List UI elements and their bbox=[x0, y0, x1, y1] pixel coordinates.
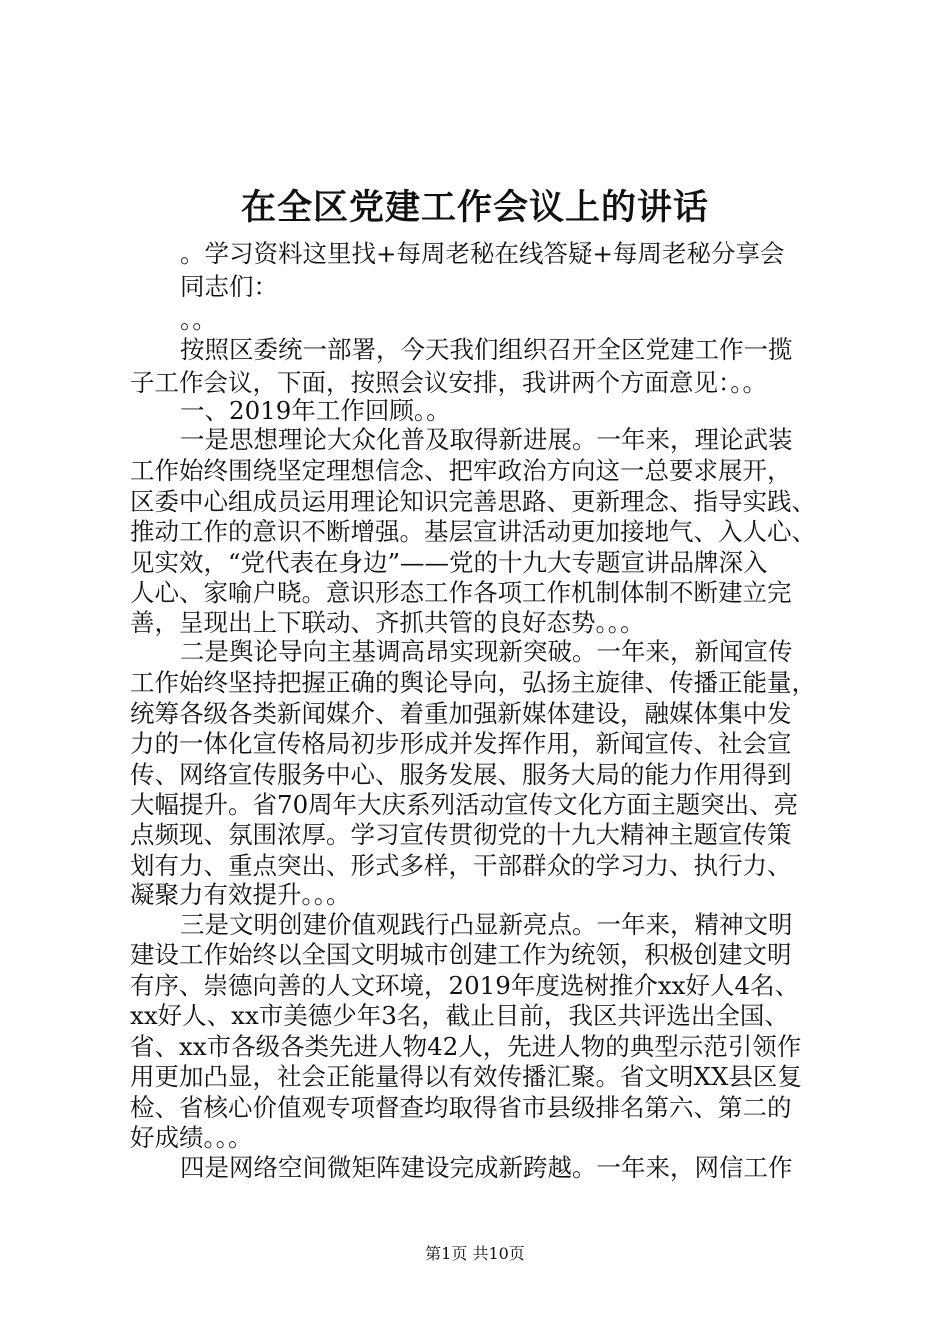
text-line: 大幅提升。省70周年大庆系列活动宣传文化方面主题突出、亮 bbox=[130, 790, 799, 819]
text-line: 好成绩。。。 bbox=[130, 1123, 253, 1152]
text-line: 工作始终坚持把握正确的舆论导向，弘扬主旋律、传播正能量， bbox=[130, 668, 816, 697]
text-line: 检、省核心价值观专项督查均取得省市县级排名第六、第二的 bbox=[130, 1093, 792, 1122]
text-line: 建设工作始终以全国文明城市创建工作为统领，积极创建文明 bbox=[130, 940, 792, 969]
text-line: 传、网络宣传服务中心、服务发展、服务大局的能力作用得到 bbox=[130, 760, 792, 789]
text-line: 见实效，“党代表在身边”——党的十九大专题宣讲品牌深入 bbox=[130, 548, 768, 577]
text-line: 省、xx市各级各类先进人物42人，先进人物的典型示范引领作 bbox=[130, 1032, 802, 1061]
text-line: 点频现、氛围浓厚。学习宣传贯彻党的十九大精神主题宣传策 bbox=[130, 820, 792, 849]
text-line: 二是舆论导向主基调高昂实现新突破。一年来，新闻宣传 bbox=[180, 637, 793, 666]
text-line: 。。 bbox=[180, 305, 217, 334]
text-line: 统筹各级各类新闻媒介、着重加强新媒体建设，融媒体集中发 bbox=[130, 699, 792, 728]
text-line: xx好人、xx市美德少年3名，截止目前，我区共评选出全国、 bbox=[130, 1001, 789, 1030]
text-line: 人心、家喻户晓。意识形态工作各项工作机制体制不断建立完 bbox=[130, 578, 792, 607]
text-line: 子工作会议，下面，按照会议安排，我讲两个方面意见：。。 bbox=[130, 368, 767, 397]
text-line: 同志们： bbox=[180, 272, 278, 301]
text-line: 区委中心组成员运用理论知识完善思路、更新理念、指导实践、 bbox=[130, 487, 816, 516]
text-line: 善，呈现出上下联动、齐抓共管的良好态势。。。 bbox=[130, 608, 645, 637]
text-line: 。学习资料这里找+每周老秘在线答疑+每周老秘分享会 bbox=[180, 239, 785, 268]
text-line: 按照区委统一部署，今天我们组织召开全区党建工作一揽 bbox=[180, 335, 793, 364]
text-line: 推动工作的意识不断增强。基层宣讲活动更加接地气、入人心、 bbox=[130, 517, 816, 546]
text-line: 凝聚力有效提升。。。 bbox=[130, 880, 351, 909]
text-line: 三是文明创建价值观践行凸显新亮点。一年来，精神文明 bbox=[180, 910, 793, 939]
text-line: 一、2019年工作回顾。。 bbox=[180, 396, 451, 425]
document-title: 在全区党建工作会议上的讲话 bbox=[240, 187, 709, 228]
text-line: 有序、崇德向善的人文环境，2019年度选树推介xx好人4名、 bbox=[130, 971, 800, 1000]
text-line: 四是网络空间微矩阵建设完成新跨越。一年来，网信工作 bbox=[180, 1153, 793, 1182]
text-line: 划有力、重点突出、形式多样，干部群众的学习力、执行力、 bbox=[130, 851, 792, 880]
text-line: 力的一体化宣传格局初步形成并发挥作用，新闻宣传、社会宣 bbox=[130, 729, 792, 758]
text-line: 用更加凸显，社会正能量得以有效传播汇聚。省文明XX县区复 bbox=[130, 1062, 802, 1091]
page-number-footer: 第1页 共10页 bbox=[425, 1244, 525, 1263]
text-line: 一是思想理论大众化普及取得新进展。一年来，理论武装 bbox=[180, 425, 793, 454]
text-line: 工作始终围绕坚定理想信念、把牢政治方向这一总要求展开， bbox=[130, 456, 792, 485]
